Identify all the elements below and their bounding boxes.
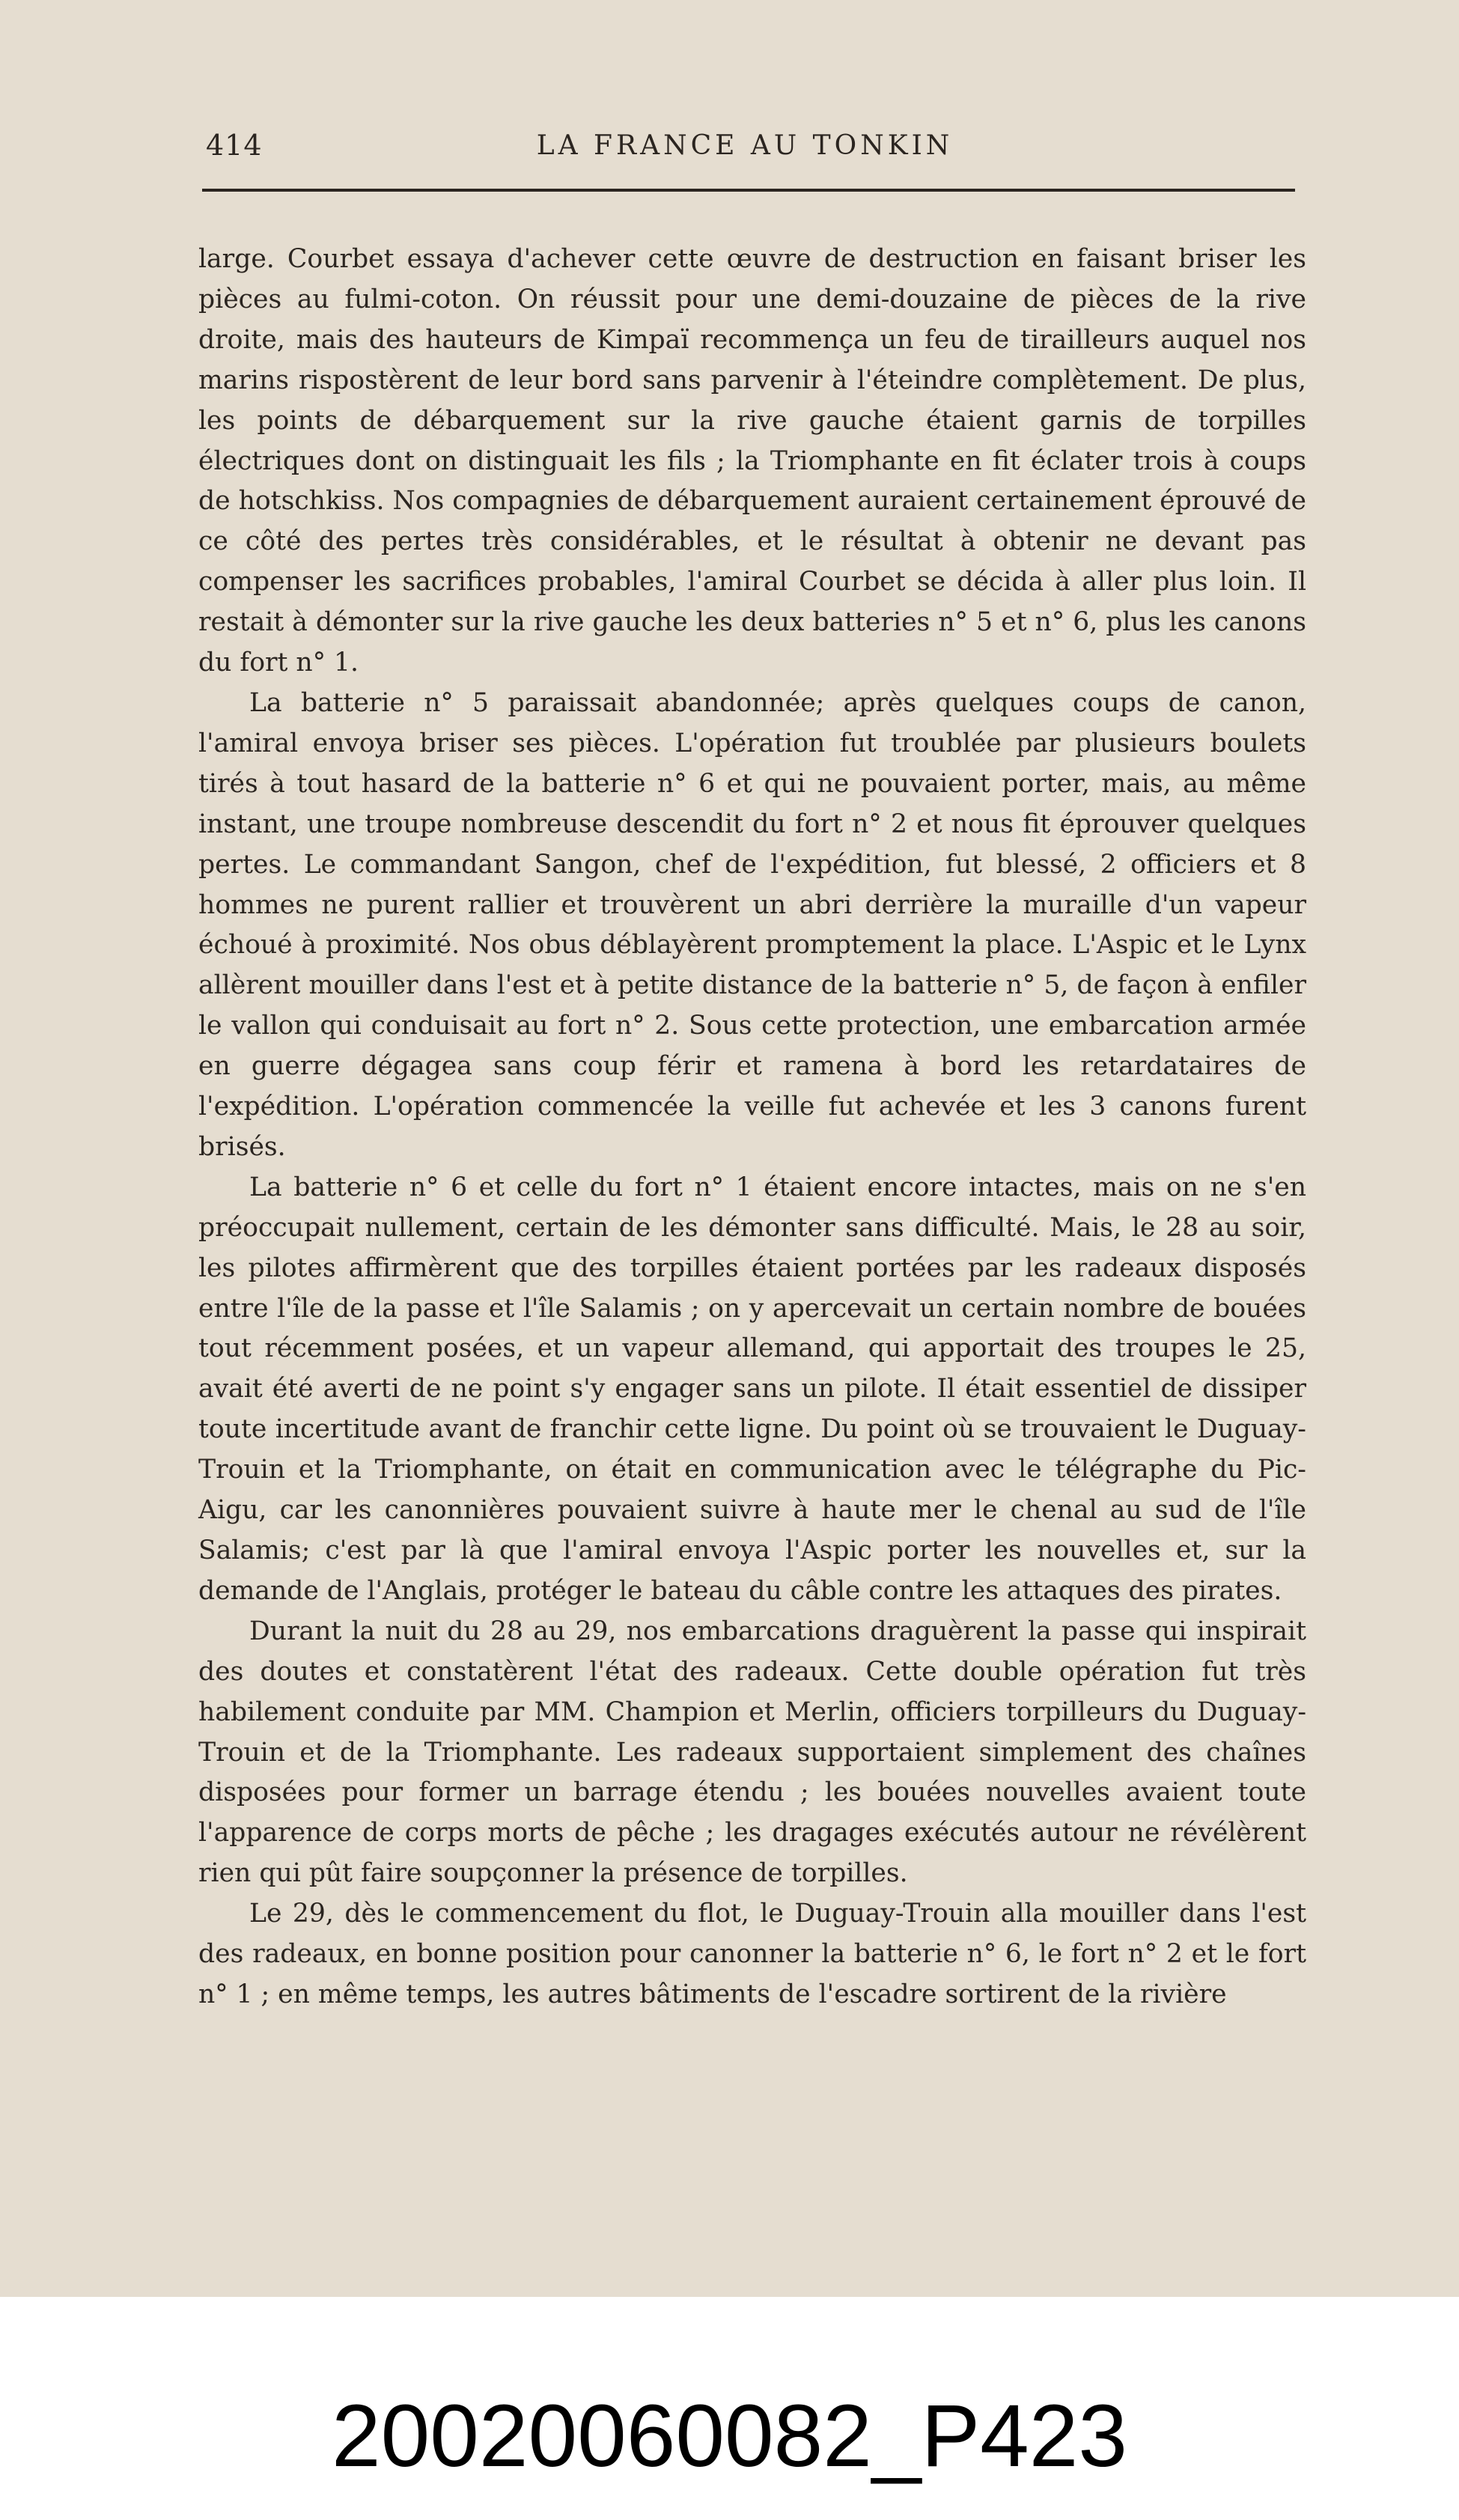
- running-head: [183, 120, 1306, 177]
- paragraph-3: La batterie n° 6 et celle du fort n° 1 étaient encore intactes, mais on ne s'en préoccupait nullement, certain de les démonter sans difficulté. Mais, le 28 au soir, les pilotes affirmèrent que des torpilles étaient portées par les radeaux disposés entre l'île de la passe et l'île Salamis ; on y apercevait un certain nombre de bouées tout récemment posées, et un vapeur allemand, qui apportait des troupes le 25, avait été averti de ne point s'y engager sans un pilote. Il était essentiel de dissiper toute incertitude avant de franchir cette ligne. Du point où se trouvaient le Duguay-Trouin et la Triomphante, on était en communication avec le télégraphe du Pic-Aigu, car les canonnières pouvaient suivre à haute mer le chenal au sud de l'île Salamis; c'est par là que l'amiral envoya l'Aspic porter les nouvelles et, sur la demande de l'Anglais, protéger le bateau du câble contre les attaques des pirates.: [198, 1172, 1306, 1606]
- paragraph-2: La batterie n° 5 paraissait abandonnée; après quelques coups de canon, l'amiral envoya briser ses pièces. L'opération fut troublée par plusieurs boulets tirés à tout hasard de la batterie n° 6 et qui ne pouvaient porter, mais, au même instant, une troupe nombreuse descendit du fort n° 2 et nous fit éprouver quelques pertes. Le commandant Sangon, chef de l'expédition, fut blessé, 2 officiers et 8 hommes ne purent rallier et trouvèrent un abri derrière la muraille d'un vapeur échoué à proximité. Nos obus déblayèrent promptement la place. L'Aspic et le Lynx allèrent mouiller dans l'est et à petite distance de la batterie n° 5, de façon à enfiler le vallon qui conduisait au fort n° 2. Sous cette protection, une embarcation armée en guerre dégagea sans coup férir et ramena à bord les retardataires de l'expédition. L'opération commencée la veille fut achevée et les 3 canons furent brisés.: [198, 687, 1306, 1162]
- paragraph-5: Le 29, dès le commencement du flot, le Duguay-Trouin alla mouiller dans l'est des radeaux, en bonne position pour canonner la batterie n° 6, le fort n° 2 et le fort n° 1 ; en même temps, les autres bâtiments de l'escadre sortirent de la rivière: [198, 1899, 1306, 2009]
- caption-strip: [0, 2297, 1459, 2520]
- image-caption: 20020060082_P423: [331, 2387, 1128, 2486]
- header-rule: [202, 189, 1295, 192]
- body-text: [198, 240, 1306, 2015]
- paragraph-4: Durant la nuit du 28 au 29, nos embarcations draguèrent la passe qui inspirait des doutes et constatèrent l'état des radeaux. Cette double opération fut très habilement conduite par MM. Champion et Merlin, officiers torpilleurs du Duguay-Trouin et de la Triomphante. Les radeaux supportaient simplement des chaînes disposées pour former un barrage étendu ; les bouées nouvelles avaient toute l'apparence de corps morts de pêche ; les dragages exécutés autour ne révélèrent rien qui pût faire soupçonner la présence de torpilles.: [198, 1616, 1306, 1889]
- running-title: LA FRANCE AU TONKIN: [536, 130, 954, 161]
- page-number: 414: [206, 129, 263, 162]
- paragraph-1: large. Courbet essaya d'achever cette œuvre de destruction en faisant briser les pièces au fulmi-coton. On réussit pour une demi-douzaine de pièces de la rive droite, mais des hauteurs de Kimpaï recommença un feu de tirailleurs auquel nos marins rispostèrent de leur bord sans parvenir à l'éteindre complètement. De plus, les points de débarquement sur la rive gauche étaient garnis de torpilles électriques dont on distinguait les fils ; la Triomphante en fit éclater trois à coups de hotschkiss. Nos compagnies de débarquement auraient certainement éprouvé de ce côté des pertes très considérables, et le résultat à obtenir ne devant pas compenser les sacrifices probables, l'amiral Courbet se décida à aller plus loin. Il restait à démonter sur la rive gauche les deux batteries n° 5 et n° 6, plus les canons du fort n° 1.: [198, 244, 1306, 678]
- book-page: [183, 120, 1306, 2009]
